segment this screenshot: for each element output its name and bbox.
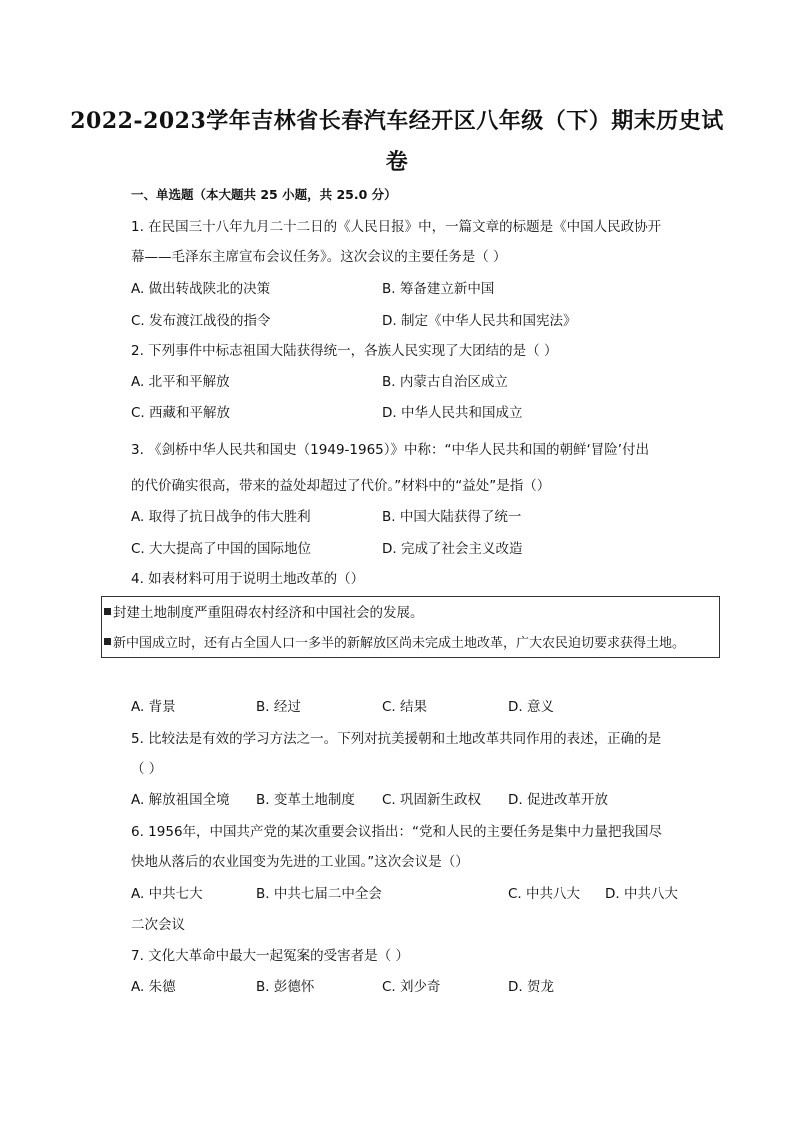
q4-material-row-2 [104, 634, 685, 653]
q4-option-d: D. 意义 [508, 699, 554, 715]
q4-material-row-1 [104, 604, 424, 622]
square-bullet-icon [104, 638, 111, 645]
q6-option-c: C. 中共八大 [508, 886, 581, 902]
q5-option-c: C. 巩固新生政权 [382, 792, 482, 808]
q6-stem-line-1: 6. 1956年，中国共产党的某次重要会议指出：“党和人民的主要任务是集中力量把我国尽 [131, 824, 663, 840]
q6-option-d-continuation: 二次会议 [131, 917, 185, 933]
section-heading: 一、单选题（本大题共 25 小题，共 25.0 分） [131, 187, 397, 202]
q2-stem-line-1: 2. 下列事件中标志祖国大陆获得统一，各族人民实现了大团结的是（ ） [131, 343, 558, 359]
q6-option-b: B. 中共七届二中全会 [256, 886, 382, 902]
q5-stem-line-2: （ ） [131, 761, 163, 777]
q2-option-a: A. 北平和平解放 [131, 374, 230, 390]
q1-stem-line-2: 幕——毛泽东主席宣布会议任务》。这次会议的主要任务是（ ） [131, 249, 507, 265]
q1-option-d: D. 制定《中华人民共和国宪法》 [382, 313, 577, 329]
q7-stem-line-1: 7. 文化大革命中最大一起冤案的受害者是（ ） [131, 948, 409, 964]
q2-option-c: C. 西藏和平解放 [131, 405, 231, 421]
q7-option-b: B. 彭德怀 [256, 979, 315, 995]
q2-option-d: D. 中华人民共和国成立 [382, 405, 523, 421]
q3-stem-line-2: 的代价确实很高，带来的益处却超过了代价。”材料中的“益处”是指（） [131, 478, 551, 494]
q7-option-d: D. 贺龙 [508, 979, 554, 995]
q7-option-c: C. 刘少奇 [382, 979, 441, 995]
q4-material-table [101, 596, 720, 658]
q6-option-d: D. 中共八大 [605, 886, 678, 902]
q5-option-b: B. 变革土地制度 [256, 792, 355, 808]
square-bullet-icon [104, 608, 111, 615]
q6-option-a: A. 中共七大 [131, 886, 203, 902]
q4-material-row-1-text: 封建土地制度严重阻碍农村经济和中国社会的发展。 [113, 605, 424, 621]
q2-option-b: B. 内蒙古自治区成立 [382, 374, 508, 390]
q4-option-c: C. 结果 [382, 699, 428, 715]
q4-material-row-2-text: 新中国成立时，还有占全国人口一多半的新解放区尚未完成土地改革，广大农民迫切要求获得土地。 [113, 636, 686, 651]
q3-option-a: A. 取得了抗日战争的伟大胜利 [131, 509, 311, 525]
q3-stem-line-1: 3. 《剑桥中华人民共和国史（1949-1965）》中称：“中华人民共和国的朝鲜‘冒险’付出 [131, 442, 650, 458]
q3-option-b: B. 中国大陆获得了统一 [382, 509, 522, 525]
q3-option-d: D. 完成了社会主义改造 [382, 541, 523, 557]
exam-title-line-1: 2022-2023学年吉林省长春汽车经开区八年级（下）期末历史试 [70, 108, 724, 134]
q1-option-a: A. 做出转战陕北的决策 [131, 281, 271, 297]
q5-stem-line-1: 5. 比较法是有效的学习方法之一。下列对抗美援朝和土地改革共同作用的表述，正确的是 [131, 731, 662, 747]
q4-stem-line-1: 4. 如表材料可用于说明土地改革的（） [131, 571, 365, 587]
q3-option-c: C. 大大提高了中国的国际地位 [131, 541, 312, 557]
q1-stem-line-1: 1. 在民国三十八年九月二十二日的《人民日报》中，一篇文章的标题是《中国人民政协开 [131, 219, 662, 235]
q1-option-b: B. 筹备建立新中国 [382, 281, 495, 297]
exam-title-line-2: 卷 [385, 149, 409, 175]
q5-option-a: A. 解放祖国全境 [131, 792, 230, 808]
q6-stem-line-2: 快地从落后的农业国变为先进的工业国。”这次会议是（） [131, 854, 469, 870]
q5-option-d: D. 促进改革开放 [508, 792, 608, 808]
q7-option-a: A. 朱德 [131, 979, 176, 995]
q4-option-a: A. 背景 [131, 699, 176, 715]
q4-option-b: B. 经过 [256, 699, 301, 715]
q1-option-c: C. 发布渡江战役的指令 [131, 313, 271, 329]
